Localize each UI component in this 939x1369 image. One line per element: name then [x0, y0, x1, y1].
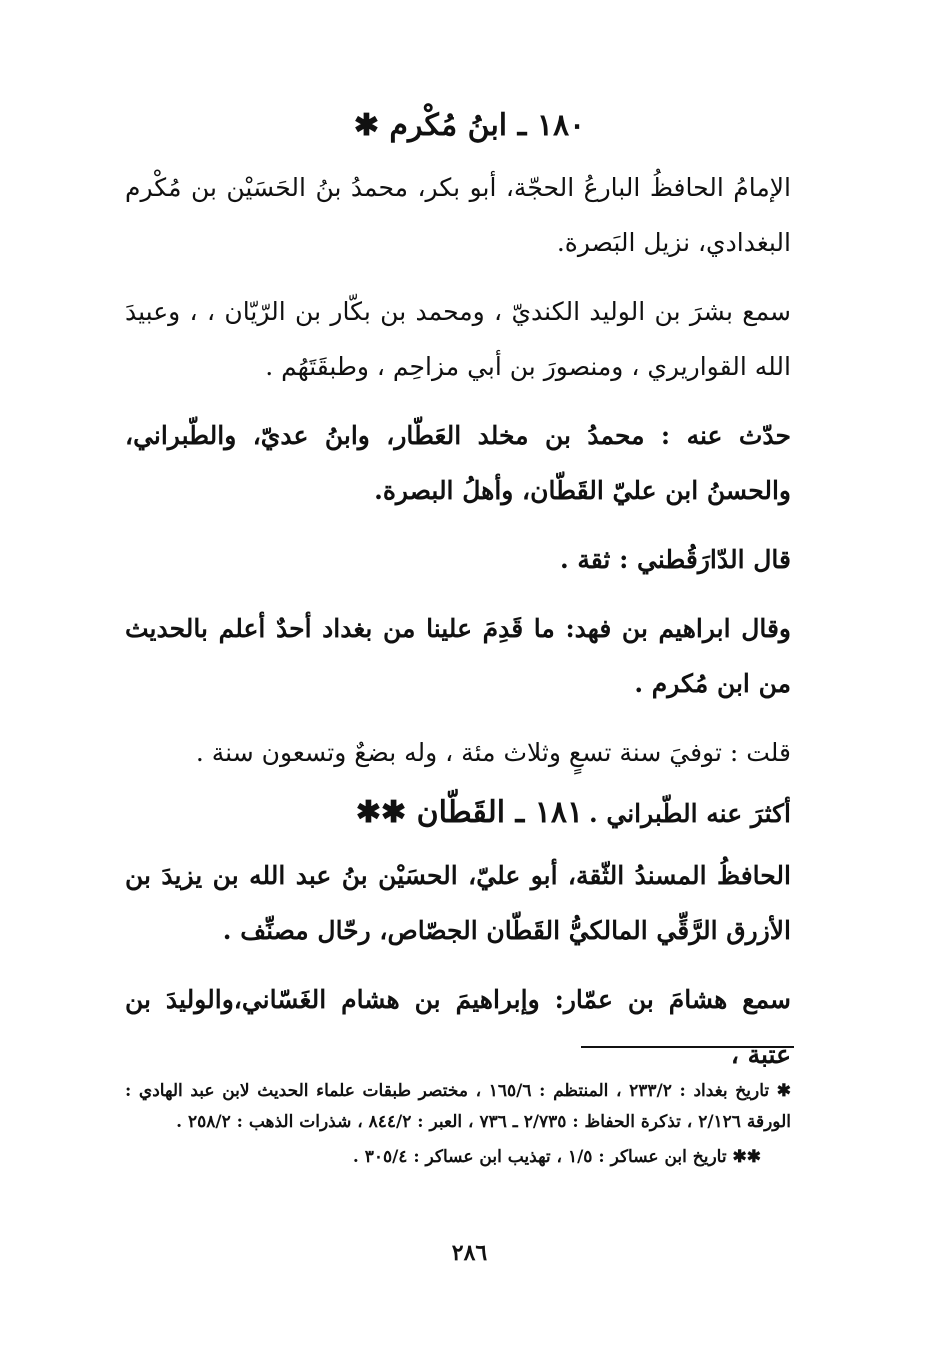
footnotes	[125, 1076, 791, 1173]
entry-181-intro: الحافظُ المسندُ الثّقة، أبو عليّ، الحسَيْن بنُ عبد الله بن يزيدَ بن الأزرق الرَّقِّي المالكيُّ القَطّان الجصّاص، رحّال مصنِّف .	[125, 861, 791, 945]
entry-181-heard-from: سمع هشامَ بن عمّار: وإبراهيمَ بن هشام الغَسّاني،والوليدَ بن عتبة ،	[125, 985, 791, 1069]
footnote-2: ✱✱ تاريخ ابن عساكر : ١/٥ ، تهذيب ابن عساكر : ٣٠٥/٤ .	[352, 1147, 761, 1167]
footnote-1: ✱ تاريخ بغداد : ٢٣٣/٢ ، المنتظم : ١٦٥/٦ ، مختصر طبقات علماء الحديث لابن عبد الهادي : الورقة ٢/١٢٦ ، تذكرة الحفاظ : ٢/٧٣٥ ـ ٧٣٦ ، العبر : ٨٤٤/٢ ، شذرات الذهب : ٢٥٨/٢ .	[125, 1081, 792, 1132]
entry-180-daraqutni: قال الدّارَقُطني : ثقة .	[559, 545, 791, 574]
entry-180-heard-from: سمع بشرَ بن الوليد الكنديّ ، ومحمد بن بكّار بن الرّيّان ، ، وعبيدَ الله القواريري ، ومنصورَ بن أبي مزاحِم ، وطبقَتَهُم .	[125, 297, 791, 381]
entry-180-intro: الإمامُ الحافظُ البارعُ الحجّة، أبو بكر، محمدُ بنُ الحَسَيْن بن مُكْرم البغدادي، نزيل البَصرة.	[125, 173, 791, 257]
page-number: ٢٨٦	[451, 1240, 488, 1266]
entry-180-heading: ١٨٠ ـ ابنُ مُكْرم ✱	[353, 108, 586, 143]
entry-180-ibrahim-quote: وقال ابراهيم بن فهد: ما قَدِمَ علينا من بغداد أحدٌ أعلم بالحديث من ابن مُكرم .	[125, 614, 791, 698]
footnote-separator	[581, 1046, 794, 1048]
entry-180-tabarani: أكثرَ عنه الطّبراني .	[588, 799, 791, 828]
entry-181-heading: ١٨١ ـ القَطّان ✱✱	[355, 795, 584, 830]
entry-180-death: قلت : توفيَ سنة تسعٍ وثلاث مئة ، وله بضعٌ وتسعون سنة .	[195, 738, 791, 767]
entry-180-body	[125, 160, 791, 841]
entry-180-narrators: حدّث عنه : محمدُ بن مخلد العَطّار، وابنُ عديّ، والطّبراني، والحسنُ ابن عليّ القَطّان، وأهلُ البصرة.	[125, 421, 791, 505]
